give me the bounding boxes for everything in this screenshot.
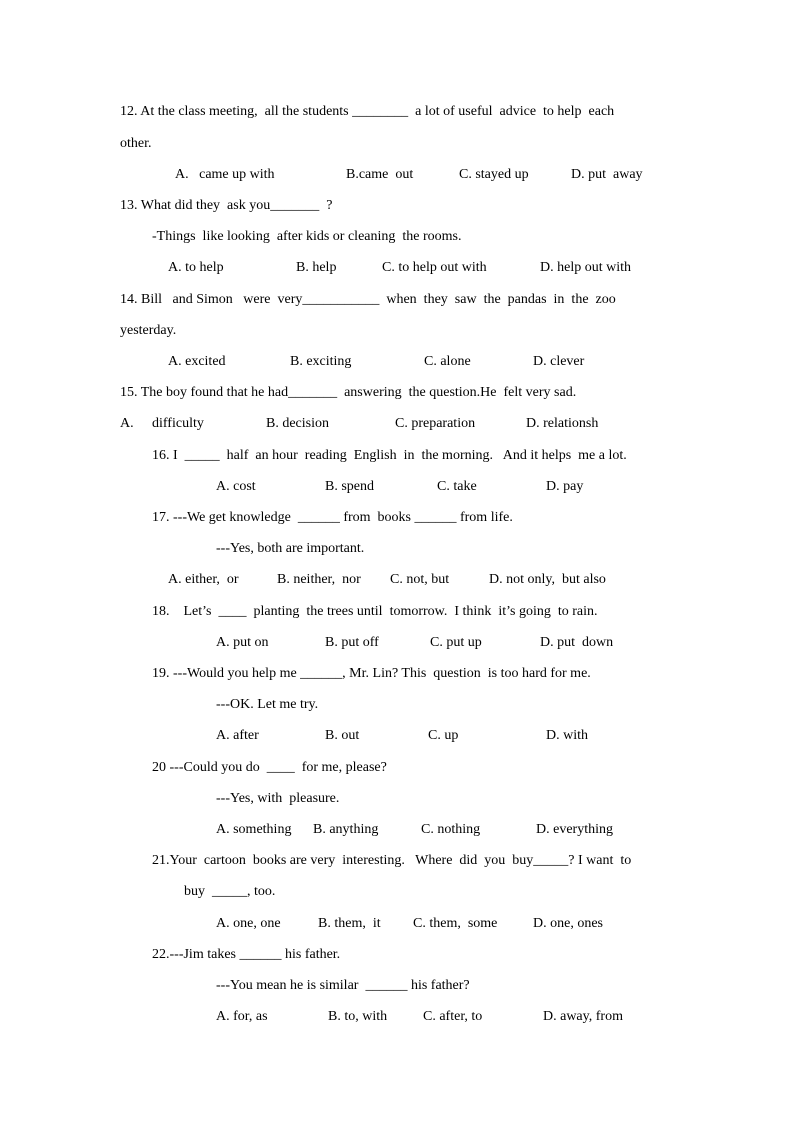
q15-stem: 15. The boy found that he had_______ answering the question.He felt very sad. bbox=[120, 385, 577, 400]
q16-option-c: C. take bbox=[437, 479, 477, 494]
q17-option-c: C. not, but bbox=[390, 572, 450, 587]
q22-reply: ---You mean he is similar ______ his father? bbox=[216, 978, 470, 993]
q15-option-d: D. relationsh bbox=[526, 416, 599, 431]
q13-option-b: B. help bbox=[296, 260, 337, 275]
q17-option-b: B. neither, nor bbox=[277, 572, 361, 587]
q13-stem: 13. What did they ask you_______ ? bbox=[120, 198, 333, 213]
q18-option-a: A. put on bbox=[216, 635, 269, 650]
q14-option-a: A. excited bbox=[168, 354, 226, 369]
q21-option-c: C. them, some bbox=[413, 916, 498, 931]
q21-stem-line2: buy _____, too. bbox=[184, 884, 276, 899]
q22-stem: 22.---Jim takes ______ his father. bbox=[152, 947, 341, 962]
q15-option-a-letter: A. bbox=[120, 416, 134, 431]
q12-option-c: C. stayed up bbox=[459, 167, 529, 182]
q17-stem: 17. ---We get knowledge ______ from books ______ from life. bbox=[152, 510, 513, 525]
q18-option-c: C. put up bbox=[430, 635, 482, 650]
q14-option-d: D. clever bbox=[533, 354, 585, 369]
q22-option-b: B. to, with bbox=[328, 1009, 388, 1024]
q16-option-b: B. spend bbox=[325, 479, 374, 494]
q19-option-c: C. up bbox=[428, 728, 459, 743]
q12-option-a: A. came up with bbox=[175, 167, 275, 182]
q16-option-d: D. pay bbox=[546, 479, 584, 494]
q12-stem-line1: 12. At the class meeting, all the students ________ a lot of useful advice to help each bbox=[120, 104, 615, 119]
q22-option-c: C. after, to bbox=[423, 1009, 483, 1024]
q14-stem-line1: 14. Bill and Simon were very___________ when they saw the pandas in the zoo bbox=[120, 292, 616, 307]
q22-option-a: A. for, as bbox=[216, 1009, 268, 1024]
q20-option-d: D. everything bbox=[536, 822, 613, 837]
q17-reply: ---Yes, both are important. bbox=[216, 541, 365, 556]
q20-stem: 20 ---Could you do ____ for me, please? bbox=[152, 760, 387, 775]
q16-stem: 16. I _____ half an hour reading English in the morning. And it helps me a lot. bbox=[152, 448, 627, 463]
q20-option-c: C. nothing bbox=[421, 822, 481, 837]
q18-stem: 18. Let’s ____ planting the trees until tomorrow. I think it’s going to rain. bbox=[152, 604, 598, 619]
q19-option-a: A. after bbox=[216, 728, 259, 743]
q20-option-b: B. anything bbox=[313, 822, 379, 837]
q21-option-b: B. them, it bbox=[318, 916, 381, 931]
q18-option-b: B. put off bbox=[325, 635, 379, 650]
q13-option-a: A. to help bbox=[168, 260, 224, 275]
q13-option-d: D. help out with bbox=[540, 260, 631, 275]
q21-option-d: D. one, ones bbox=[533, 916, 603, 931]
q15-option-b: B. decision bbox=[266, 416, 329, 431]
q19-option-d: D. with bbox=[546, 728, 588, 743]
q12-option-b: B.came out bbox=[346, 167, 414, 182]
q13-reply: -Things like looking after kids or cleaning the rooms. bbox=[152, 229, 462, 244]
q13-option-c: C. to help out with bbox=[382, 260, 487, 275]
q19-stem: 19. ---Would you help me ______, Mr. Lin? This question is too hard for me. bbox=[152, 666, 591, 681]
q22-option-d: D. away, from bbox=[543, 1009, 623, 1024]
q20-reply: ---Yes, with pleasure. bbox=[216, 791, 340, 806]
q15-option-a: difficulty bbox=[152, 416, 204, 431]
q14-stem-line2: yesterday. bbox=[120, 323, 177, 338]
q21-option-a: A. one, one bbox=[216, 916, 281, 931]
q19-option-b: B. out bbox=[325, 728, 360, 743]
q19-reply: ---OK. Let me try. bbox=[216, 697, 319, 712]
q12-option-d: D. put away bbox=[571, 167, 643, 182]
q21-stem-line1: 21.Your cartoon books are very interesting. Where did you buy_____? I want to bbox=[152, 853, 632, 868]
q17-option-a: A. either, or bbox=[168, 572, 239, 587]
q16-option-a: A. cost bbox=[216, 479, 256, 494]
q15-option-c: C. preparation bbox=[395, 416, 476, 431]
q17-option-d: D. not only, but also bbox=[489, 572, 606, 587]
q14-option-c: C. alone bbox=[424, 354, 471, 369]
q18-option-d: D. put down bbox=[540, 635, 614, 650]
q20-option-a: A. something bbox=[216, 822, 292, 837]
q14-option-b: B. exciting bbox=[290, 354, 352, 369]
q12-stem-line2: other. bbox=[120, 136, 152, 151]
